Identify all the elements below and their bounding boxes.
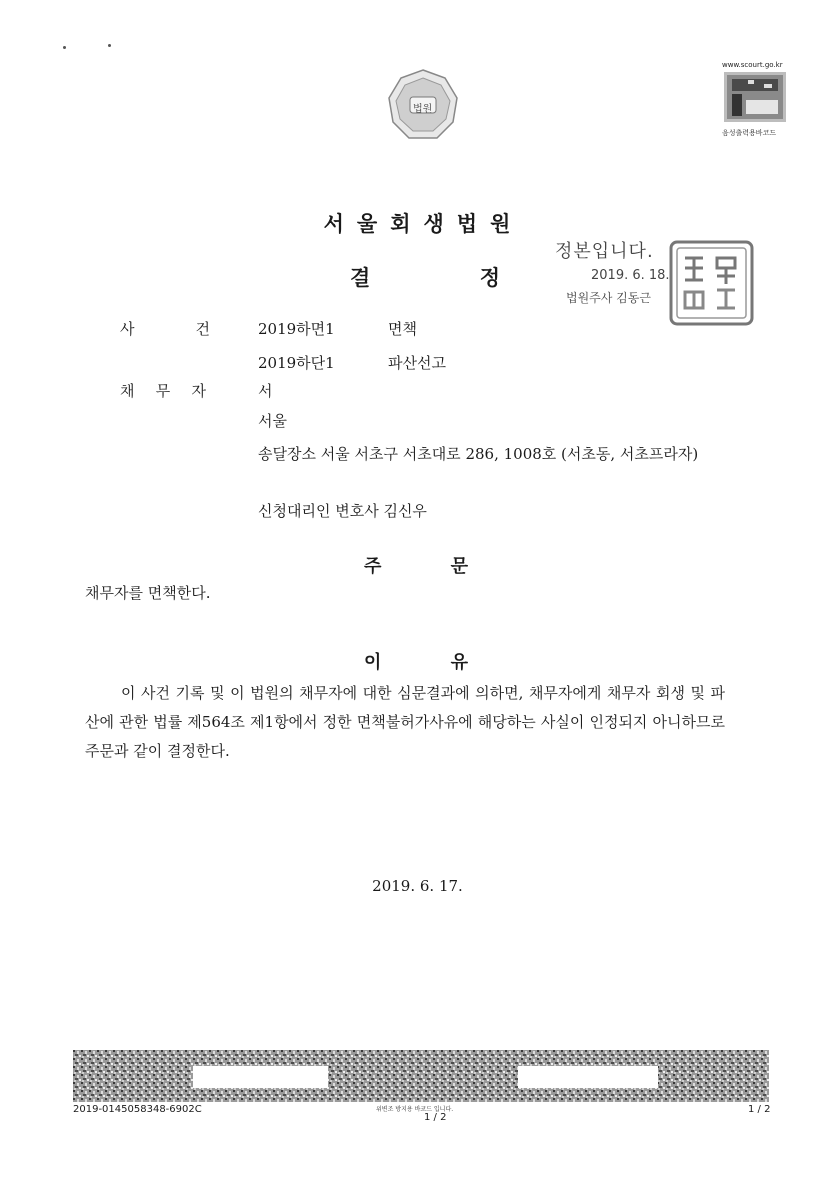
- document-type-char: 결: [350, 265, 371, 290]
- debtor-label-char: 채: [120, 382, 135, 400]
- certification-date: 2019. 6. 18.: [591, 268, 670, 283]
- reason-text: 이 사건 기록 및 이 법원의 채무자에 대한 심문결과에 의하면, 채무자에게 채무자 회생 및 파산에 관한 법률 제564조 제1항에서 정한 면책불허가사유에 해당하는 사실이 인정되지 아니하므로 주문과 같이 결정한다.: [85, 684, 725, 760]
- emblem-label: 법원: [413, 104, 433, 115]
- case-label: [120, 318, 210, 339]
- case-type: 파산선고: [388, 354, 446, 372]
- order-text: 채무자를 면책한다.: [85, 584, 211, 602]
- order-heading-char: 주: [364, 556, 382, 577]
- reason-heading-char: 이: [364, 652, 382, 673]
- reason-heading: [364, 648, 468, 674]
- order-heading: [364, 552, 468, 578]
- certified-copy-stamp: 정본입니다.: [555, 241, 654, 262]
- page-number-right: 1 / 2: [748, 1104, 771, 1115]
- certifying-clerk: 법원주사 김동근: [566, 291, 651, 305]
- scan-speck: [108, 44, 111, 47]
- anti-forgery-barcode-icon: [73, 1050, 769, 1102]
- debtor-name: 서: [258, 382, 273, 400]
- debtor-label-char: 무: [155, 382, 171, 400]
- case-label-char: 건: [195, 320, 210, 338]
- barcode-note: 위변조 방지용 바코드 입니다.: [376, 1106, 454, 1113]
- voice-barcode-icon: [724, 72, 786, 122]
- page-number-center: 1 / 2: [424, 1112, 447, 1123]
- case-type: 면책: [388, 320, 417, 338]
- court-seal-icon: [669, 240, 754, 326]
- case-number: 2019하면1: [258, 320, 335, 338]
- service-address: 송달장소 서울 서초구 서초대로 286, 1008호 (서초동, 서초프라자): [258, 445, 699, 463]
- debtor-label: [120, 380, 206, 401]
- case-number: 2019하단1: [258, 354, 335, 372]
- case-label-char: 사: [120, 320, 135, 338]
- court-name: 서울회생법원: [323, 211, 524, 236]
- debtor-address: 서울: [258, 412, 287, 430]
- court-emblem-icon: [383, 66, 463, 146]
- decision-date: 2019. 6. 17.: [372, 877, 463, 895]
- legal-agent: 신청대리인 변호사 김신우: [258, 502, 427, 520]
- reason-heading-char: 유: [450, 652, 468, 673]
- debtor-label-char: 자: [191, 382, 206, 400]
- scan-speck: [63, 46, 66, 49]
- order-heading-char: 문: [450, 556, 468, 577]
- document-type-title: [350, 262, 500, 292]
- barcode-caption: 음성출력용바코드: [722, 129, 777, 137]
- barcode-url: www.scourt.go.kr: [722, 61, 783, 69]
- document-type-char: 정: [479, 265, 500, 290]
- document-id: 2019-0145058348-6902C: [73, 1104, 202, 1115]
